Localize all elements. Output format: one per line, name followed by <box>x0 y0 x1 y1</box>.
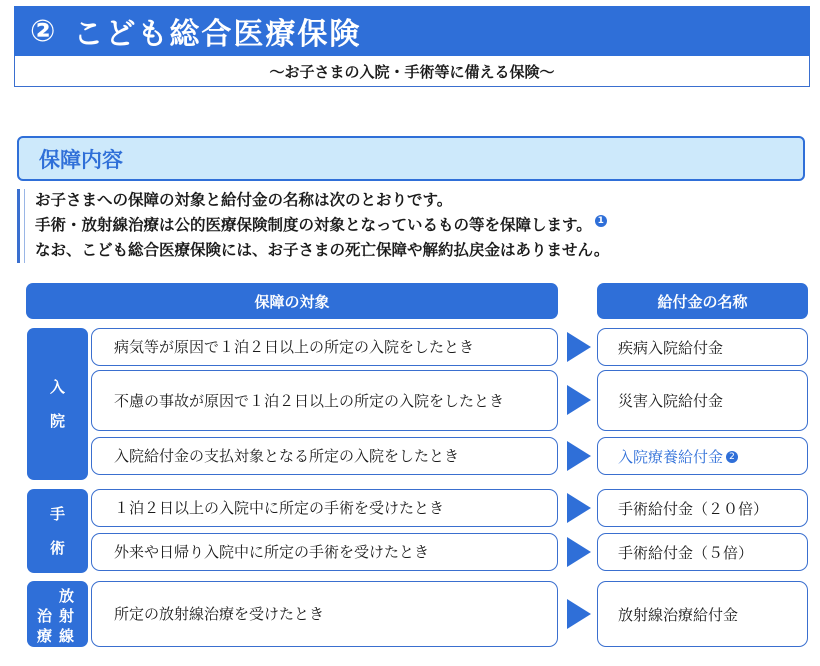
category-radiation <box>27 581 88 647</box>
section-heading: 保障内容 <box>17 136 805 181</box>
condition-row: 外来や日帰り入院中に所定の手術を受けたとき <box>91 533 558 571</box>
condition-row: 所定の放射線治療を受けたとき <box>91 581 558 647</box>
category-char: 手 <box>49 505 65 523</box>
note-marker-2[interactable]: 2 <box>726 451 738 463</box>
title-number: ② <box>30 13 58 49</box>
arrow-right-icon <box>567 332 591 362</box>
category-radiation-text <box>27 581 88 647</box>
arrow-right-icon <box>567 493 591 523</box>
condition-row: １泊２日以上の入院中に所定の手術を受けたとき <box>91 489 558 527</box>
arrow-right-icon <box>567 537 591 567</box>
category-surgery <box>27 489 88 573</box>
benefit-box: 放射線治療給付金 <box>597 581 808 647</box>
category-char: 入 <box>49 378 65 396</box>
category-char: 線 <box>59 627 75 645</box>
intro-line-1: お子さまへの保障の対象と給付金の名称は次のとおりです。 <box>35 191 453 209</box>
condition-row: 入院給付金の支払対象となる所定の入院をしたとき <box>91 437 558 475</box>
intro-line-3: なお、こども総合医療保険には、お子さまの死亡保障や解約払戻金はありません。 <box>35 241 610 259</box>
page-title-bar <box>14 6 810 56</box>
category-hospitalization <box>27 328 88 480</box>
benefit-link-text[interactable]: 入院療養給付金 <box>618 447 724 466</box>
page-title: こども総合医療保険 <box>73 17 362 52</box>
benefit-box: 災害入院給付金 <box>597 370 808 431</box>
category-char: 放 <box>59 587 75 605</box>
category-char: 治 <box>37 607 53 625</box>
category-char: 術 <box>49 539 65 557</box>
condition-row: 不慮の事故が原因で１泊２日以上の所定の入院をしたとき <box>91 370 558 431</box>
category-char: 院 <box>49 412 65 430</box>
category-char: 療 <box>37 627 53 645</box>
arrow-right-icon <box>567 385 591 415</box>
benefit-box: 手術給付金（５倍） <box>597 533 808 571</box>
condition-row: 病気等が原因で１泊２日以上の所定の入院をしたとき <box>91 328 558 366</box>
header-coverage-target: 保障の対象 <box>26 283 558 319</box>
page-subtitle: ～お子さまの入院・手術等に備える保険～ <box>14 56 810 87</box>
benefit-box: 疾病入院給付金 <box>597 328 808 366</box>
arrow-right-icon <box>567 599 591 629</box>
benefit-box-link[interactable] <box>597 437 808 475</box>
benefit-box: 手術給付金（２０倍） <box>597 489 808 527</box>
header-benefit-name: 給付金の名称 <box>597 283 808 319</box>
intro-line-2-text: 手術・放射線治療は公的医療保険制度の対象となっているもの等を保障します。 <box>35 216 592 234</box>
intro-line-2 <box>35 213 607 237</box>
intro-rule <box>17 189 22 263</box>
arrow-right-icon <box>567 441 591 471</box>
category-char: 射 <box>59 607 75 625</box>
note-marker-1[interactable]: 1 <box>595 215 607 227</box>
